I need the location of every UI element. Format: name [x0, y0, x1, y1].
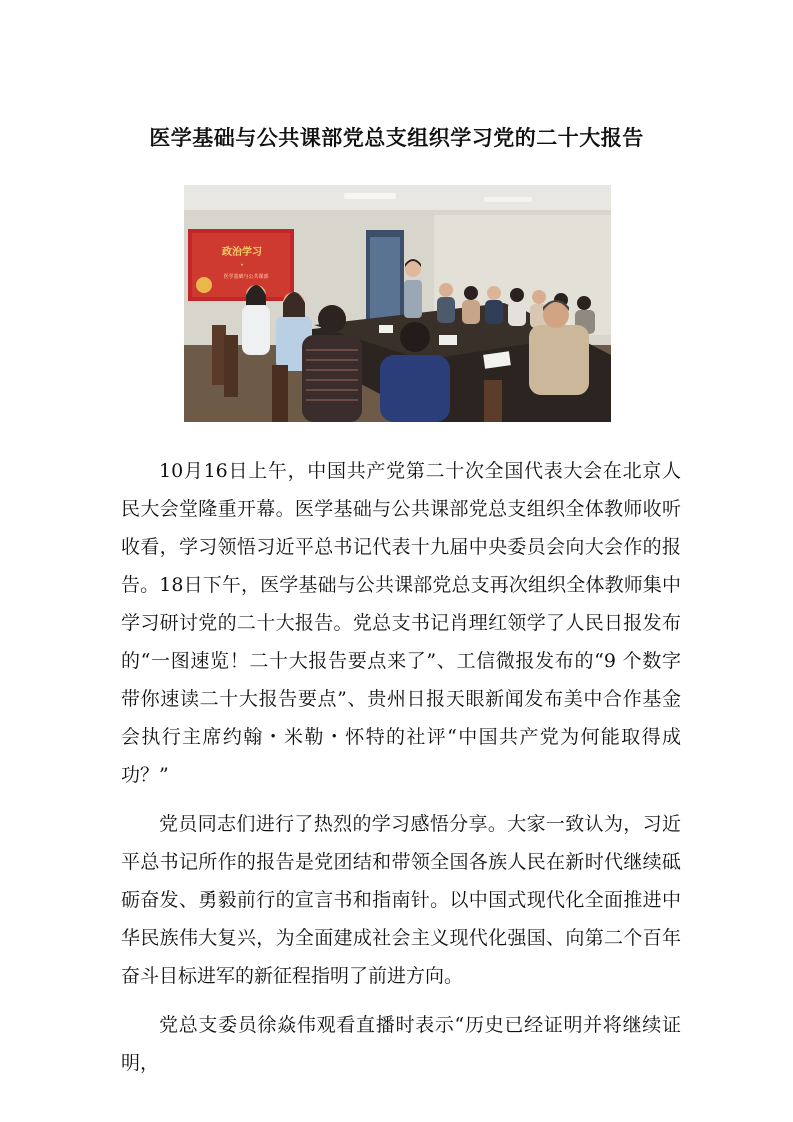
paragraph-1: 10月16日上午，中国共产党第二十次全国代表大会在北京人民大会堂隆重开幕。医学基础与公共课部党总支组织全体教师收听收看，学习领悟习近平总书记代表十九届中央委员会向大会作的报告。18日下午，医学基础与公共课部党总支再次组织全体教师集中学习研讨党的二十大报告。党总支书记肖理红领学了人民日报发布的“一图速览！二十大报告要点来了”、工信微报发布的“9 个数字带你速读二十大报告要点”、贵州日报天眼新闻发布美中合作基金会执行主席约翰・米勒・怀特的社评“中国共产党为何能取得成功？” [121, 460, 681, 786]
document-title: 医学基础与公共课部党总支组织学习党的二十大报告 [149, 126, 644, 150]
paragraph-2: 党员同志们进行了热烈的学习感悟分享。大家一致认为，习近平总书记所作的报告是党团结和带领全国各族人民在新时代继续砥砺奋发、勇毅前行的宣言书和指南针。以中国式现代化全面推进中华民族伟大复兴，为全面建成社会主义现代化强国、向第二个百年奋斗目标进军的新征程指明了前进方向。 [121, 813, 681, 987]
paragraph-3: 党总支委员徐焱伟观看直播时表示“历史已经证明并将继续证明， [121, 1014, 681, 1074]
screen-dot: • [240, 262, 244, 269]
article-body [121, 452, 681, 1093]
meeting-photo [184, 185, 611, 422]
screen-caption: 医学基础与公共课部 [223, 274, 269, 280]
screen-title: 政治学习 [222, 247, 262, 258]
